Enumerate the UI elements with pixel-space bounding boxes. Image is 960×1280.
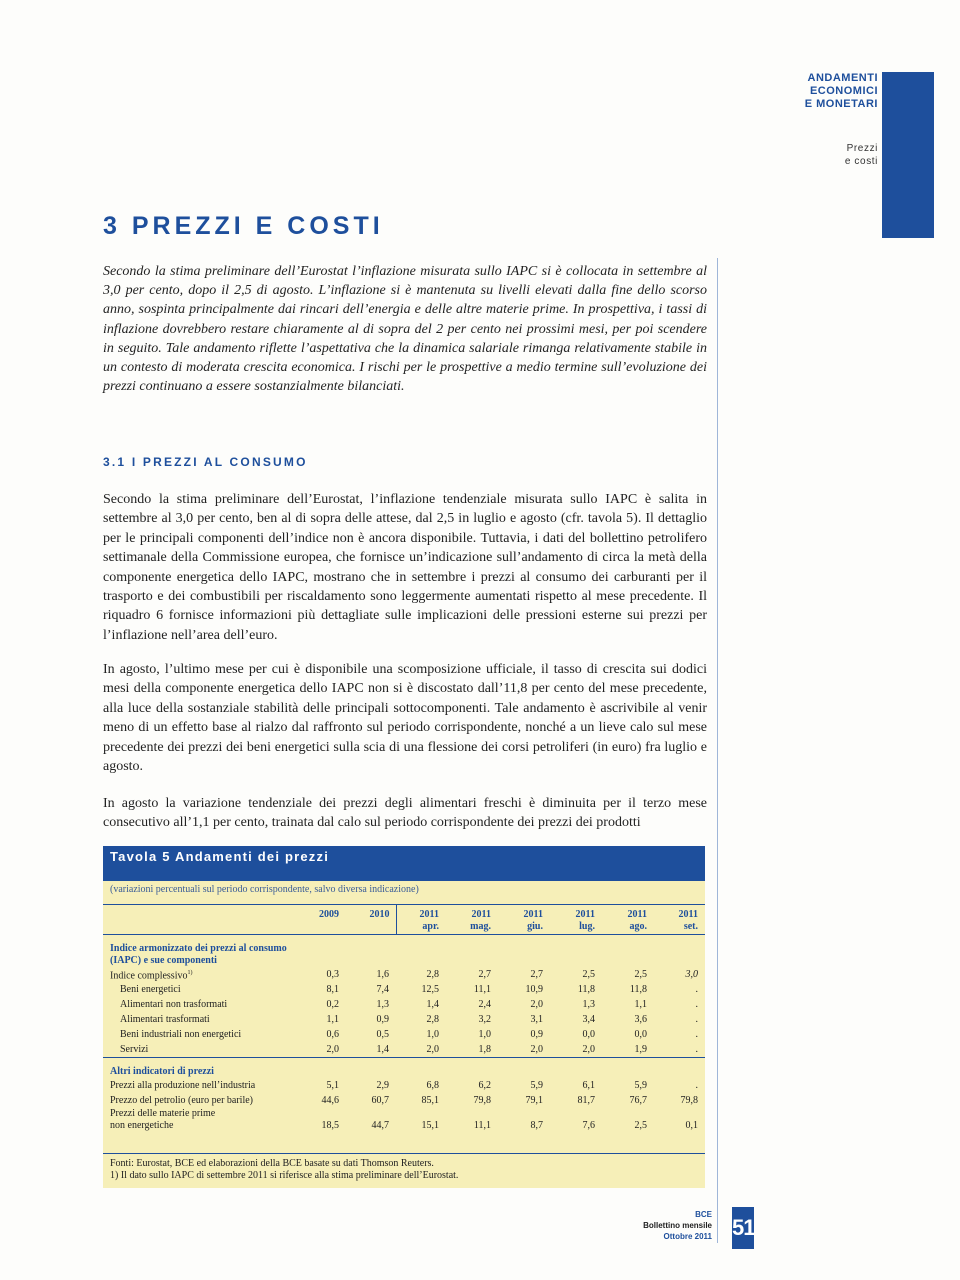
footer-publication: Bollettino mensile — [643, 1221, 712, 1230]
table-cell: 0,1 — [685, 1120, 698, 1132]
group-title: Indice armonizzato dei prezzi al consumo (IAPC) e sue componenti — [110, 943, 287, 966]
table-cell: 1,4 — [376, 1043, 389, 1055]
table-cell: 3,2 — [478, 1013, 491, 1025]
table-cell: 1,4 — [426, 998, 439, 1010]
table-cell: 1,8 — [478, 1043, 491, 1055]
table-cell: 6,1 — [582, 1079, 595, 1091]
table-cell: 3,4 — [582, 1013, 595, 1025]
footer-issue-date: Ottobre 2011 — [663, 1232, 712, 1241]
row-label: Prezzi delle materie prime non energetiche — [110, 1108, 216, 1132]
table-cell: . — [695, 998, 698, 1010]
row-label: Indice complessivo$^{1)}$ — [110, 970, 193, 982]
table-cell: 0,3 — [326, 968, 339, 980]
table-cell: 1,1 — [326, 1013, 339, 1025]
section-color-tab — [882, 72, 934, 238]
table-cell: 2,8 — [426, 968, 439, 980]
table-cell: 11,1 — [473, 1120, 491, 1132]
table-cell: 8,1 — [326, 983, 339, 995]
table-row — [103, 997, 705, 1012]
table-cell: . — [695, 1013, 698, 1025]
table-cell: 11,8 — [577, 983, 595, 995]
margin-rule — [717, 258, 718, 1243]
table-title: Tavola 5 Andamenti dei prezzi — [103, 846, 705, 881]
table-header-row — [103, 905, 705, 935]
table-header-cell — [448, 905, 500, 935]
row-label: Alimentari trasformati — [120, 1013, 210, 1025]
table-header-cell — [552, 905, 604, 935]
table-cell: 1,0 — [426, 1028, 439, 1040]
table-cell: 3,6 — [634, 1013, 647, 1025]
table-cell: 5,1 — [326, 1079, 339, 1091]
table-cell: 7,4 — [376, 983, 389, 995]
table-subtitle: (variazioni percentuali sul periodo corrispondente, salvo diversa indicazione) — [110, 884, 419, 895]
col-month: giu. — [527, 921, 543, 932]
col-year: 2011 — [523, 909, 543, 920]
notes-divider — [103, 1153, 705, 1154]
table-row — [103, 1042, 705, 1058]
table-cell: . — [695, 983, 698, 995]
table-cell: 18,5 — [321, 1120, 339, 1132]
table-cell: 2,0 — [530, 1043, 543, 1055]
col-year: 2010 — [369, 909, 390, 920]
table-cell: 6,2 — [478, 1079, 491, 1091]
table-row — [103, 1093, 705, 1108]
subsection-header — [845, 142, 878, 168]
group-title: Altri indicatori di prezzi — [110, 1066, 214, 1078]
table-cell: 2,0 — [582, 1043, 595, 1055]
table-cell: 0,9 — [530, 1028, 543, 1040]
table-cell: 0,9 — [376, 1013, 389, 1025]
table-header-cell — [103, 905, 292, 935]
table-cell: 2,5 — [582, 968, 595, 980]
price-table-panel — [103, 846, 705, 1188]
table-cell: 2,9 — [376, 1079, 389, 1091]
table-cell: 6,8 — [426, 1079, 439, 1091]
table-cell: 10,9 — [525, 983, 543, 995]
price-table — [103, 904, 705, 1132]
table-row — [103, 1078, 705, 1093]
table-cell: 1,9 — [634, 1043, 647, 1055]
table-cell: 3,1 — [530, 1013, 543, 1025]
table-cell: 44,6 — [321, 1094, 339, 1106]
table-source-note: Fonti: Eurostat, BCE ed elaborazioni della BCE basate su dati Thomson Reuters. — [110, 1158, 434, 1169]
body-paragraph: Secondo la stima preliminare dell’Eurostat, l’inflazione tendenziale misurata sullo IAPC è salita in settembre al 3,0 per cento, ben al di sopra delle attese, dal 2,5 in luglio e agosto (cfr. tavola 5). Il dettaglio per le principali componenti dell’indice non è ancora disponibile. Tuttavia, i dati del bollettino petrolifero settimanale della Commissione europea, che fornisce un’indicazione sull’andamento di circa la metà della componente energetica dello IAPC, mostrano che in settembre i prezzi al consumo dei carburanti per il trasporto e dei combustibili per riscaldamento sono leggermente aumentati rispetto al mese precedente. Il riquadro 6 fornisce informazioni più dettagliate sulle implicazioni delle pressioni esterne sui prezzi per l’inflazione nell’area dell’euro. — [103, 492, 707, 643]
subsection-header-line: e costi — [844, 156, 878, 167]
table-cell: 7,6 — [582, 1120, 595, 1132]
body-paragraph: In agosto la variazione tendenziale dei prezzi degli alimentari freschi è diminuita per il terzo mese consecutivo all’1,1 per cento, trainata dal calo sul periodo corrispondente dei prezzi dei prodotti — [103, 796, 707, 831]
chapter-abstract: Secondo la stima preliminare dell’Eurostat l’inflazione misurata sullo IAPC si è collocata in settembre al 3,0 per cento, dopo il 2,5 di agosto. L’inflazione si è mantenuta su livelli elevati dalla fine dello scorso anno, sospinta principalmente dai rincari dell’energia e delle altre materie prime. In prospettiva, i tassi di inflazione dovrebbero restare chiaramente al di sopra del 2 per cento nei prossimi mesi, per poi scendere in seguito. Tale andamento riflette l’aspettativa che la dinamica salariale rimanga relativamente stabile in un contesto di moderata crescita economica. I rischi per le prospettive a medio termine sull’evoluzione dei prezzi continuano a essere sostanzialmente bilanciati. — [103, 264, 707, 395]
table-cell: 2,5 — [634, 1120, 647, 1132]
table-row — [103, 1027, 705, 1042]
table-cell: . — [695, 1079, 698, 1091]
table-header-cell — [604, 905, 656, 935]
section-header — [805, 72, 878, 111]
table-footnote: 1) Il dato sullo IAPC di settembre 2011 si riferisce alla stima preliminare dell’Eurostat. — [110, 1170, 459, 1181]
col-year: 2011 — [678, 909, 698, 920]
row-label: Servizi — [120, 1043, 149, 1055]
table-cell: 79,8 — [473, 1094, 491, 1106]
row-label: Beni industriali non energetici — [120, 1028, 242, 1040]
col-month: apr. — [422, 921, 439, 932]
section-header-line: E MONETARI — [804, 98, 878, 110]
chapter-title: 3 PREZZI E COSTI — [103, 212, 384, 240]
table-cell: 2,0 — [326, 1043, 339, 1055]
col-year: 2011 — [471, 909, 491, 920]
row-label: Beni energetici — [120, 983, 181, 995]
table-cell: 79,1 — [525, 1094, 543, 1106]
table-cell: 5,9 — [530, 1079, 543, 1091]
table-header-cell — [346, 905, 396, 935]
footer-publisher: BCE — [695, 1210, 712, 1219]
table-cell: 2,7 — [530, 968, 543, 980]
body-paragraph: In agosto, l’ultimo mese per cui è disponibile una scomposizione ufficiale, il tasso di crescita sui dodici mesi della componente energetica dello IAPC non si è discostato dall’11,8 per cento del mese precedente, alla luce della sostanziale stabilità delle principali sottocomponenti. Tale andamento è ascrivibile al venir meno di un effetto base al rialzo dal raffronto sul periodo corrispondente, nonché a un lieve calo sul mese precedente dei prezzi dei beni energetici sulla scia di una flessione dei corsi petroliferi (in euro) fra luglio e agosto. — [103, 662, 707, 775]
table-cell: 3,0 — [685, 968, 698, 980]
col-month: set. — [683, 921, 698, 932]
table-header-cell — [396, 905, 448, 935]
table-header-cell — [292, 905, 346, 935]
table-cell: 1,1 — [634, 998, 647, 1010]
table-cell: 76,7 — [629, 1094, 647, 1106]
table-cell: 60,7 — [371, 1094, 389, 1106]
table-cell: 11,1 — [473, 983, 491, 995]
table-notes — [110, 1158, 698, 1182]
col-month: lug. — [579, 921, 595, 932]
table-cell: 2,4 — [478, 998, 491, 1010]
table-row — [103, 982, 705, 997]
table-cell: 81,7 — [577, 1094, 595, 1106]
col-year: 2011 — [627, 909, 647, 920]
table-header-cell — [656, 905, 705, 935]
table-row — [103, 1012, 705, 1027]
table-header-cell — [500, 905, 552, 935]
table-cell: 2,7 — [478, 968, 491, 980]
col-month: ago. — [629, 921, 647, 932]
page-number: 51 — [732, 1207, 754, 1249]
table-cell: 85,1 — [421, 1094, 439, 1106]
table-cell: 0,6 — [326, 1028, 339, 1040]
row-label: Prezzi alla produzione nell’industria — [110, 1079, 256, 1091]
table-cell: 1,6 — [376, 968, 389, 980]
col-year: 2011 — [575, 909, 595, 920]
table-cell: 11,8 — [629, 983, 647, 995]
col-year: 2011 — [419, 909, 439, 920]
table-cell: 2,5 — [634, 968, 647, 980]
table-cell: 2,0 — [530, 998, 543, 1010]
table-group-header — [103, 1064, 705, 1078]
table-cell: 15,1 — [421, 1120, 439, 1132]
section-header-line: ANDAMENTI — [807, 72, 878, 84]
subsection-header-line: Prezzi — [846, 143, 878, 154]
table-cell: 0,0 — [634, 1028, 647, 1040]
table-cell: . — [695, 1028, 698, 1040]
table-cell: 1,0 — [478, 1028, 491, 1040]
table-cell: 12,5 — [421, 983, 439, 995]
table-cell: 1,3 — [582, 998, 595, 1010]
table-cell: 0,2 — [326, 998, 339, 1010]
row-label: Alimentari non trasformati — [120, 998, 228, 1010]
table-cell: 44,7 — [371, 1120, 389, 1132]
table-cell: . — [695, 1043, 698, 1055]
table-cell: 0,0 — [582, 1028, 595, 1040]
table-cell: 2,0 — [426, 1043, 439, 1055]
table-group-header — [103, 935, 705, 968]
subsection-title: 3.1 I PREZZI AL CONSUMO — [103, 455, 308, 469]
page-footer — [643, 1209, 712, 1242]
table-row — [103, 967, 705, 982]
table-cell: 8,7 — [530, 1120, 543, 1132]
table-row — [103, 1108, 705, 1132]
table-cell: 1,3 — [376, 998, 389, 1010]
table-cell: 79,8 — [680, 1094, 698, 1106]
table-cell: 5,9 — [634, 1079, 647, 1091]
table-cell: 2,8 — [426, 1013, 439, 1025]
table-cell: 0,5 — [376, 1028, 389, 1040]
section-header-line: ECONOMICI — [809, 85, 878, 97]
col-year: 2009 — [319, 909, 339, 920]
col-month: mag. — [470, 921, 491, 932]
row-label: Prezzo del petrolio (euro per barile) — [110, 1094, 253, 1106]
